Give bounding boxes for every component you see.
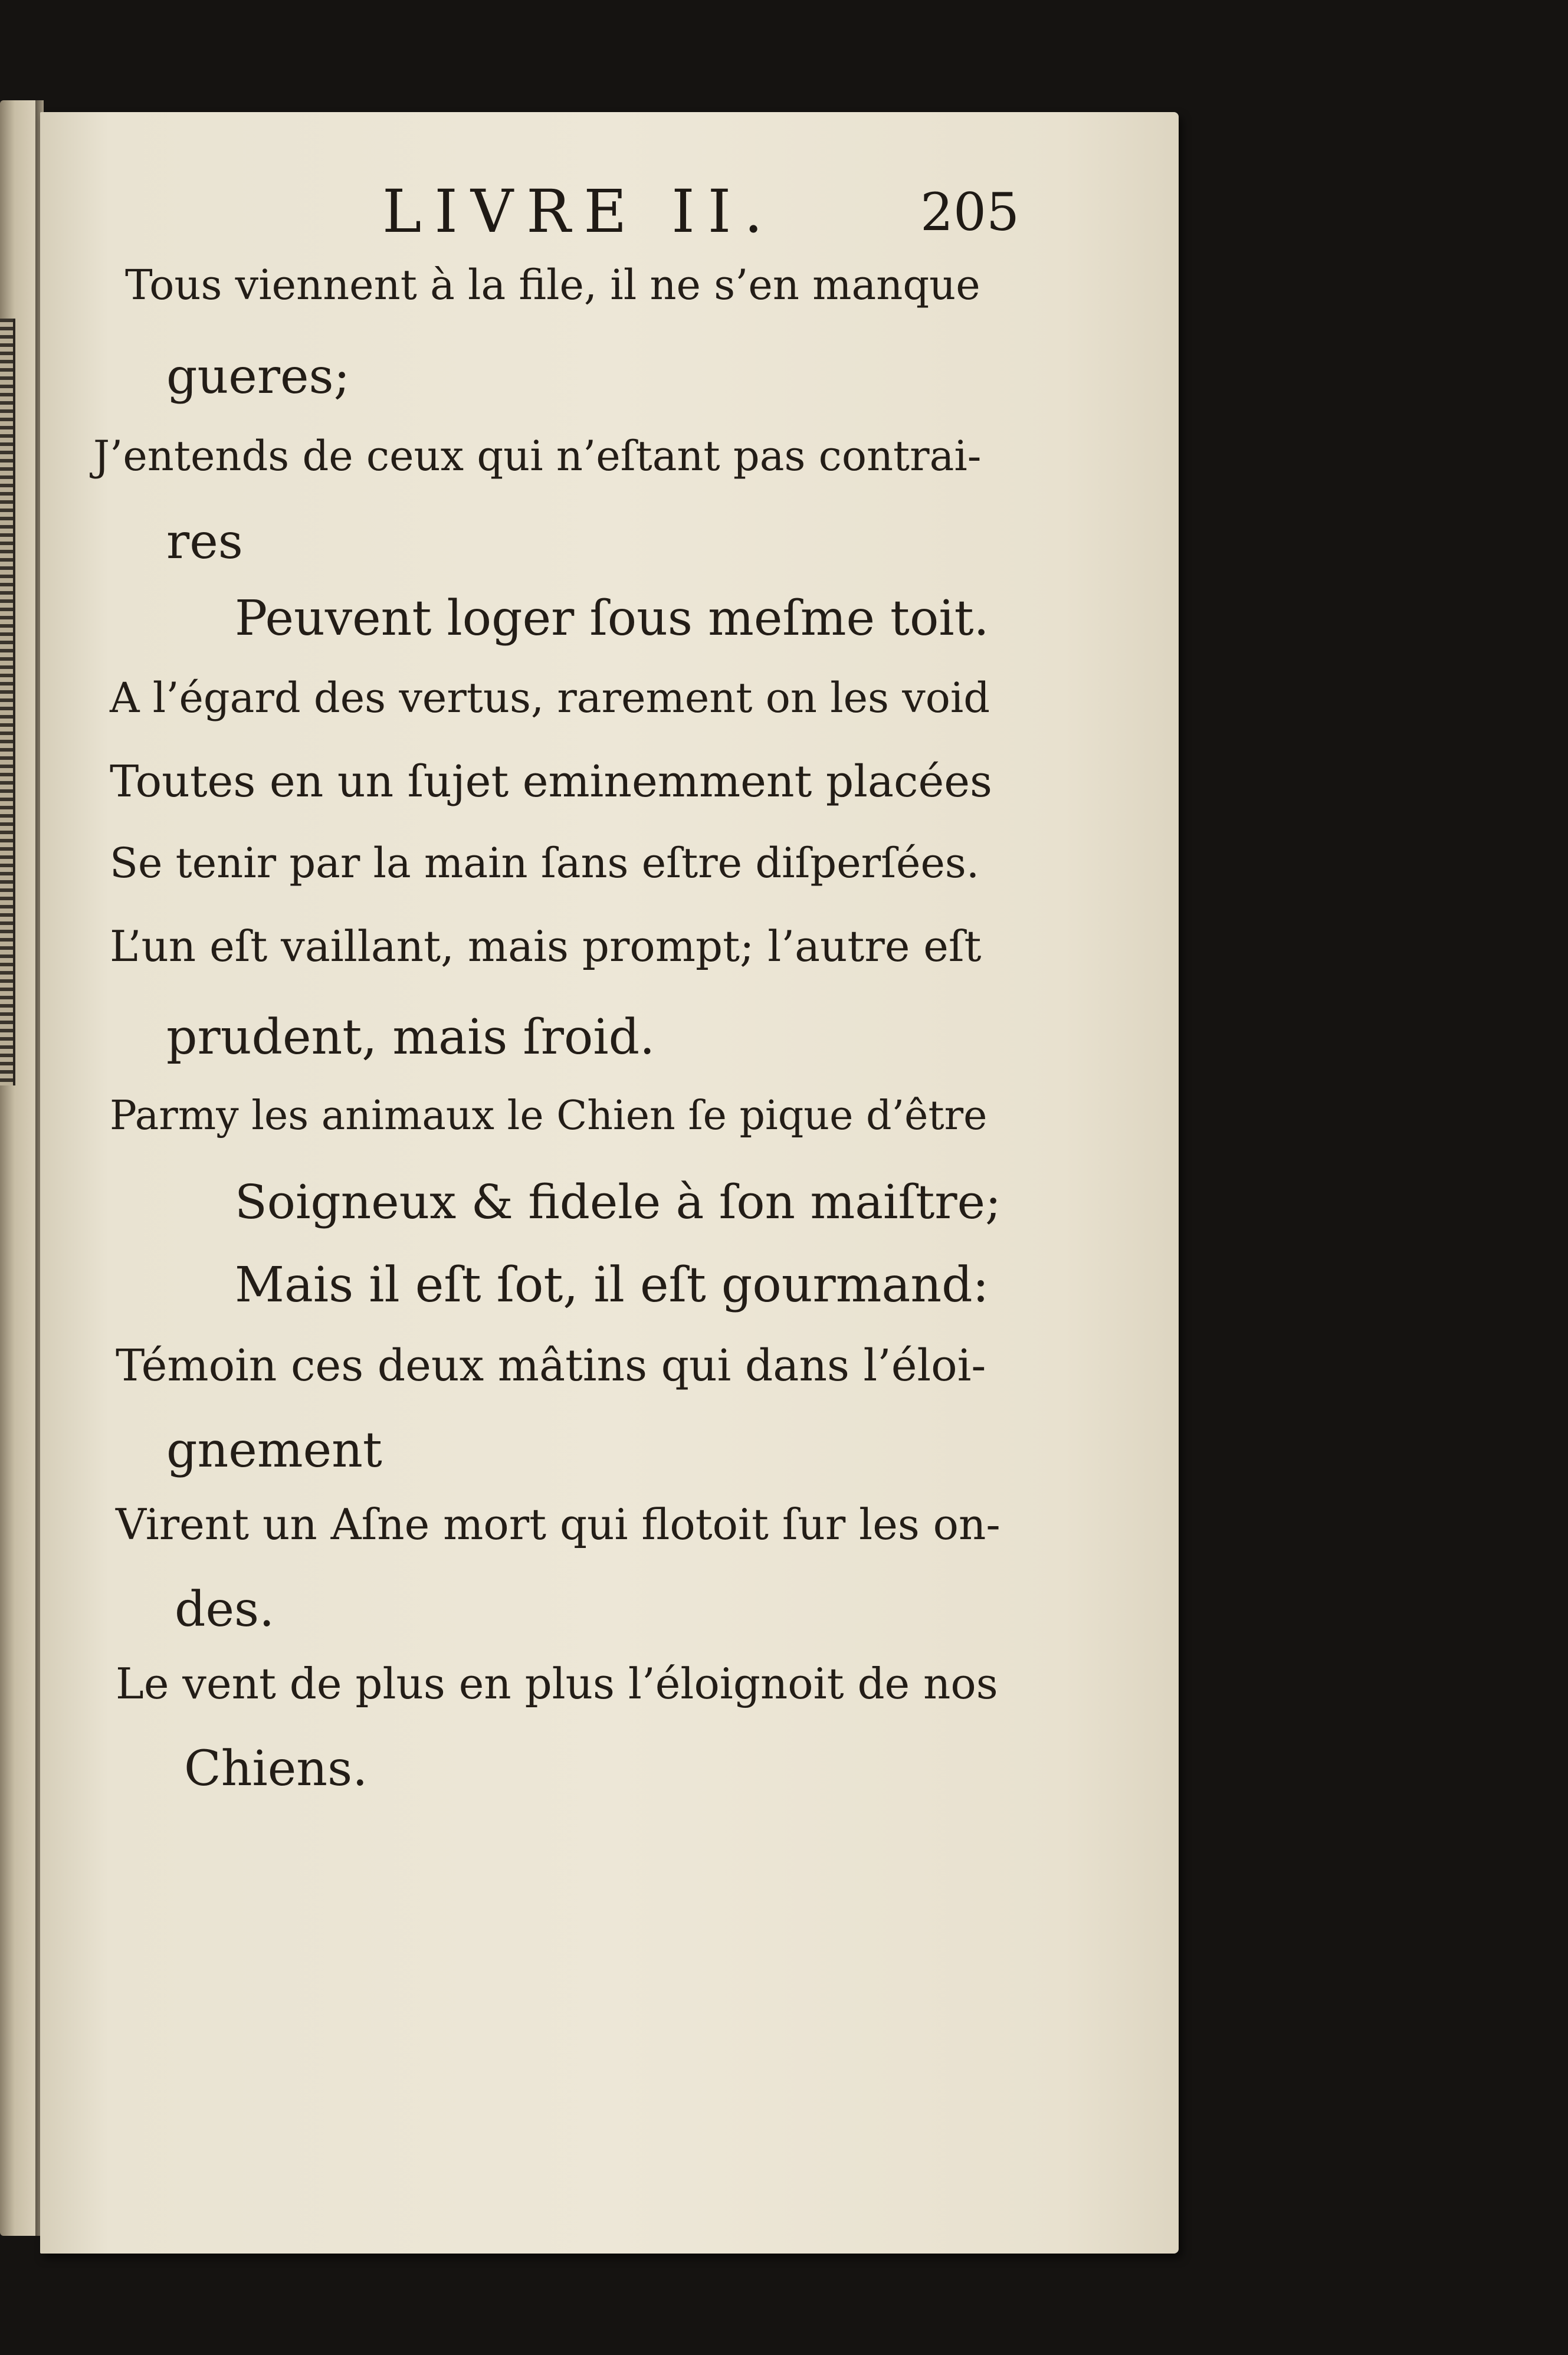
verse-line: Chiens. xyxy=(184,1741,368,1797)
verse-line: prudent, mais ſroid. xyxy=(166,1009,655,1065)
verse-line: Soigneux & fidele à ſon maiſtre; xyxy=(235,1175,1001,1229)
running-title: LIVRE II. xyxy=(382,177,776,246)
verse-line: Parmy les animaux le Chien ſe pique d’être xyxy=(110,1093,988,1139)
page-number: 205 xyxy=(920,182,1019,242)
verse-line: Témoin ces deux mâtins qui dans l’éloi- xyxy=(116,1340,986,1391)
verse-line: A l’égard des vertus, rarement on les void xyxy=(110,674,990,722)
verse-line: Peuvent loger ſous meſme toit. xyxy=(235,591,989,647)
verse-line: Virent un Aſne mort qui flotoit ſur les on- xyxy=(116,1500,1000,1549)
verse-line: Tous viennent à la file, il ne s’en manque xyxy=(125,261,980,309)
verse-line: gnement xyxy=(166,1422,382,1478)
verse-line: des. xyxy=(175,1582,275,1638)
verse-line: res xyxy=(166,514,243,570)
verse-line: Mais il eſt ſot, il eſt gourmand: xyxy=(235,1257,989,1313)
verse-line: Se tenir par la main ſans eſtre diſperſées. xyxy=(110,839,980,887)
verse-line: Toutes en un ſujet eminemment placées xyxy=(110,756,993,807)
verse-line: gueres; xyxy=(166,349,350,405)
verse-line: Le vent de plus en plus l’éloignoit de nos xyxy=(116,1659,998,1708)
verse-line: J’entends de ceux qui n’eſtant pas contrai- xyxy=(93,432,982,480)
verse-line: L’un eſt vaillant, mais prompt; l’autre eſt xyxy=(110,921,982,971)
